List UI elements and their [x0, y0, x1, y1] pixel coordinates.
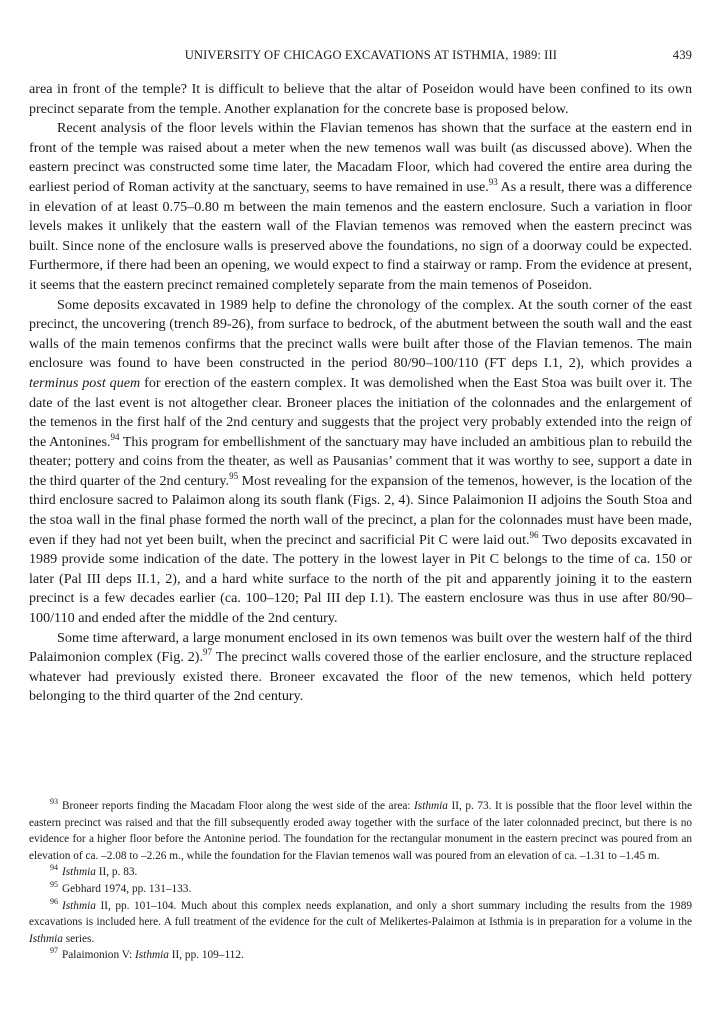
p3-text-e: Two deposits excavated in 1989 provide some indication of the date. The pottery in the lowest layer in Pit C belongs to the time of ca. 150 or later (Pal III deps II.1, 2), and a hard white surface to the north of the pit and apparently joining it to the eastern precinct is a few decades earlier (ca. 100–120; Pal III dep I.1). The eastern enclosure was thus in use after 80/90–100/110 and ended after the middle of the 2nd century. [29, 531, 692, 627]
fn94-italic: Isthmia [62, 866, 96, 879]
p2-text-b: As a result, there was a difference in elevation of at least 0.75–0.80 m between the main temenos and the eastern enclosure. Such a variation in floor levels makes it unlikely that the eastern wall of the Flavian temenos was removed when the eastern precinct was built. Since none of the enclosure walls is preserved above the foundations, no sign of a doorway could be expected. Furthermore, if there had been an opening, we would expect to find a stairway or ramp. From the evidence at present, it seems that the eastern precinct remained completely separate from the main temenos of Poseidon. [29, 178, 692, 293]
p3-text-d: Most revealing for the expansion of the temenos, however, is the location of the third enclosure sacred to Palaimon along its south flank (Figs. 2, 4). Since Palaimonion II adjoins the South Stoa and the stoa wall in the final phase formed the north wall of the precinct, a plan for the colonnades must have been made, even if they had not yet been built, when the precinct and sacrificial Pit C were laid out. [29, 472, 692, 548]
paragraph-4 [29, 629, 692, 707]
footnote-96 [29, 898, 692, 948]
footnote-number: 97 [50, 946, 58, 956]
footnote-number: 93 [50, 797, 58, 806]
footnote-ref-97[interactable]: 97 [203, 647, 213, 658]
p3-text-c: This program for embellishment of the sanctuary may have included an ambitious plan to rebuild the theater; pottery and coins from the theater, as well as Pausanias’ comment that it was worthy to see, support a date in the third quarter of the 2nd century. [29, 433, 692, 489]
fn94-text: II, p. 83. [95, 866, 138, 879]
footnote-95 [29, 881, 692, 898]
fn93-text-a: Broneer reports finding the Macadam Floor along the west side of the area: [62, 800, 415, 812]
footnote-ref-93[interactable]: 93 [488, 176, 498, 187]
fn97-text-b: II, pp. 109–112. [168, 949, 244, 962]
p4-text-b: The precinct walls covered those of the earlier enclosure, and the structure replaced whatever had previously existed there. Broneer excavated the floor of the new temenos, which held pottery belonging to the third quarter of the 2nd century. [29, 649, 692, 705]
paragraph-2 [29, 119, 692, 295]
paragraph-3 [29, 296, 692, 629]
footnote-ref-96[interactable]: 96 [529, 529, 539, 540]
footnote-94 [29, 864, 692, 881]
running-head [29, 48, 692, 63]
fn96-text-b: II, pp. 101–104. Much about this complex needs explanation, and only a short summary including the results from the 1989 excavations is included here. A full treatment of the evidence for the cult of Melikertes-Palaimon at Isthmia is in preparation for a volume in the [29, 899, 692, 929]
p3-text-b: for erection of the eastern complex. It was demolished when the East Stoa was built over it. The date of the last event is not altogether clear. Broneer places the initiation of the colonnades and the enlargement of the temenos in the first half of the 2nd century and suggests that the project very probably extended into the reign of the Antonines. [29, 374, 692, 450]
p3-italic: terminus post quem [29, 374, 141, 391]
fn93-text-b: II, p. 73. It is possible that the floor level within the eastern precinct was raised and that the fill subsequently eroded away together with the surface of the later colonnaded precinct, but there is no evidence for a higher floor before the Antonine period. The foundation for the rectangular monument in the eastern precinct was poured from an elevation of ca. –2.08 to –2.26 m., while the foundation for the Flavian temenos wall was poured from an elevation of ca. –1.31 to –1.45 m. [29, 800, 692, 862]
page [29, 48, 692, 707]
fn97-text-a: Palaimonion V: [62, 949, 136, 962]
p3-text-a: Some deposits excavated in 1989 help to define the chronology of the complex. At the south corner of the east precinct, the uncovering (trench 89-26), from surface to bedrock, of the abutment between the south wall and the east walls of the main temenos confirms that the precinct walls were built after those of the Flavian temenos. The main enclosure was found to have been constructed in the period 80/90–100/110 (FT deps I.1, 2), which provides a [29, 296, 692, 372]
p2-text-a: Recent analysis of the floor levels within the Flavian temenos has shown that the surface at the eastern end in front of the temple was raised about a meter when the new temenos wall was built (as discussed above). When the eastern precinct was constructed some time later, the Macadam Floor, which had covered the entire area during the earliest period of Roman activity at the sanctuary, seems to have remained in use. [29, 120, 692, 195]
fn93-italic: Isthmia [414, 800, 448, 812]
fn96-text-c: series. [62, 932, 95, 945]
footnote-number: 96 [50, 896, 58, 906]
fn96-italic: Isthmia [62, 899, 96, 912]
footnote-number: 94 [50, 863, 58, 873]
page-number: 439 [672, 48, 692, 62]
fn95-text: Gebhard 1974, pp. 131–133. [62, 882, 192, 895]
body-text [29, 80, 692, 707]
footnote-number: 95 [50, 879, 58, 889]
footnote-ref-94[interactable]: 94 [110, 431, 120, 442]
footnotes [29, 798, 692, 964]
paragraph-1 [29, 80, 692, 119]
p1-text: area in front of the temple? It is difficult to believe that the altar of Poseidon would have been confined to its own precinct separate from the temple. Another explanation for the concrete base is proposed below. [29, 81, 692, 117]
footnote-97 [29, 947, 692, 964]
p4-text-a: Some time afterward, a large monument enclosed in its own temenos was built over the western half of the third Palaimonion complex (Fig. 2). [29, 629, 692, 666]
fn97-italic: Isthmia [135, 949, 169, 962]
footnote-93 [29, 798, 692, 864]
footnote-ref-95[interactable]: 95 [229, 470, 239, 481]
fn96-italic-2: Isthmia [29, 932, 63, 945]
running-title: UNIVERSITY OF CHICAGO EXCAVATIONS AT ISTHMIA, 1989: III [184, 48, 558, 62]
